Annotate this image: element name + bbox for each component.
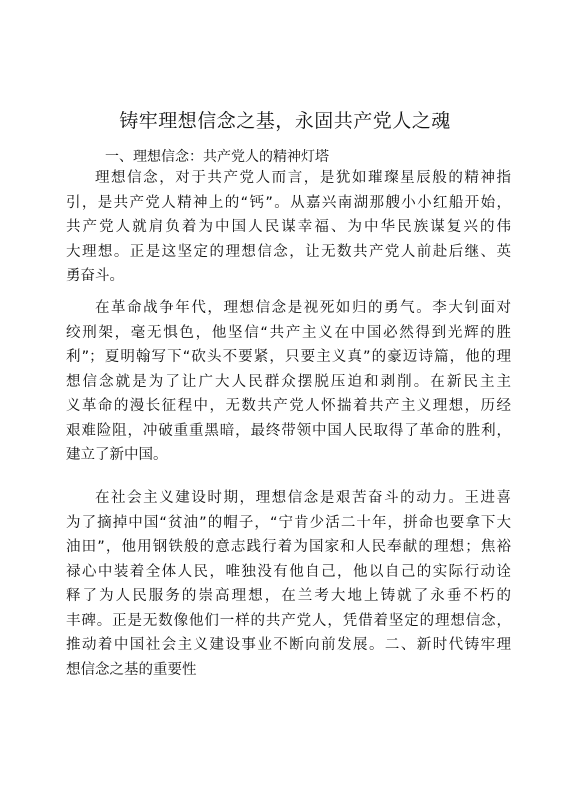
paragraph-line: 释了为人民服务的崇高理想，在兰考大地上铸就了永垂不朽的 [66, 588, 511, 604]
paragraph-line: 在革命战争年代，理想信念是视死如归的勇气。李大钊面对 [95, 300, 511, 316]
paragraph-line: 禄心中装着全体人民，唯独没有他自己，他以自己的实际行动诠 [66, 563, 511, 580]
paragraph-1 [66, 166, 511, 289]
paragraph-line: 推动着中国社会主义建设事业不断向前发展。二、新时代铸牢理 [66, 637, 511, 653]
paragraph-line: 大理想。正是这坚定的理想信念，让无数共产党人前赴后继、英 [66, 243, 511, 260]
paragraph-line: 在社会主义建设时期，理想信念是艰苦奋斗的动力。王进喜 [95, 490, 511, 506]
paragraph-3 [66, 486, 511, 682]
paragraph-line: 义革命的漫长征程中，无数共产党人怀揣着共产主义理想，历经 [66, 398, 511, 414]
section-heading: 一、理想信念：共产党人的精神灯塔 [105, 149, 329, 165]
paragraph-line: 油田”，他用钢铁般的意志践行着为国家和人民奉献的理想；焦裕 [66, 539, 511, 555]
paragraph-line: 利”；夏明翰写下“砍头不要紧，只要主义真”的豪迈诗篇，他的理 [66, 349, 511, 365]
paragraph-line: 为了摘掉中国“贫油”的帽子，“宁肯少活二十年，拼命也要拿下大 [66, 514, 511, 531]
paragraph-line: 理想信念，对于共产党人而言，是犹如璀璨星辰般的精神指 [95, 170, 511, 186]
paragraph-line: 想信念之基的重要性 [66, 661, 197, 678]
paragraph-2 [66, 296, 511, 468]
paragraph-line: 想信念就是为了让广大人民群众摆脱压迫和剥削。在新民主主 [66, 373, 511, 390]
document-title: 铸牢理想信念之基，永固共产党人之魂 [119, 110, 451, 132]
paragraph-line: 绞刑架，毫无惧色，他坚信“共产主义在中国必然得到光辉的胜 [66, 324, 511, 341]
paragraph-line: 丰碑。正是无数像他们一样的共产党人，凭借着坚定的理想信念， [66, 612, 511, 629]
paragraph-line: 共产党人就肩负着为中国人民谋幸福、为中华民族谋复兴的伟 [66, 219, 511, 235]
paragraph-line: 勇奋斗。 [66, 268, 124, 284]
paragraph-line: 引，是共产党人精神上的“钙”。从嘉兴南湖那艘小小红船开始， [66, 194, 511, 211]
paragraph-line: 建立了新中国。 [66, 447, 168, 463]
paragraph-line: 艰难险阻，冲破重重黑暗，最终带领中国人民取得了革命的胜利， [66, 422, 511, 439]
